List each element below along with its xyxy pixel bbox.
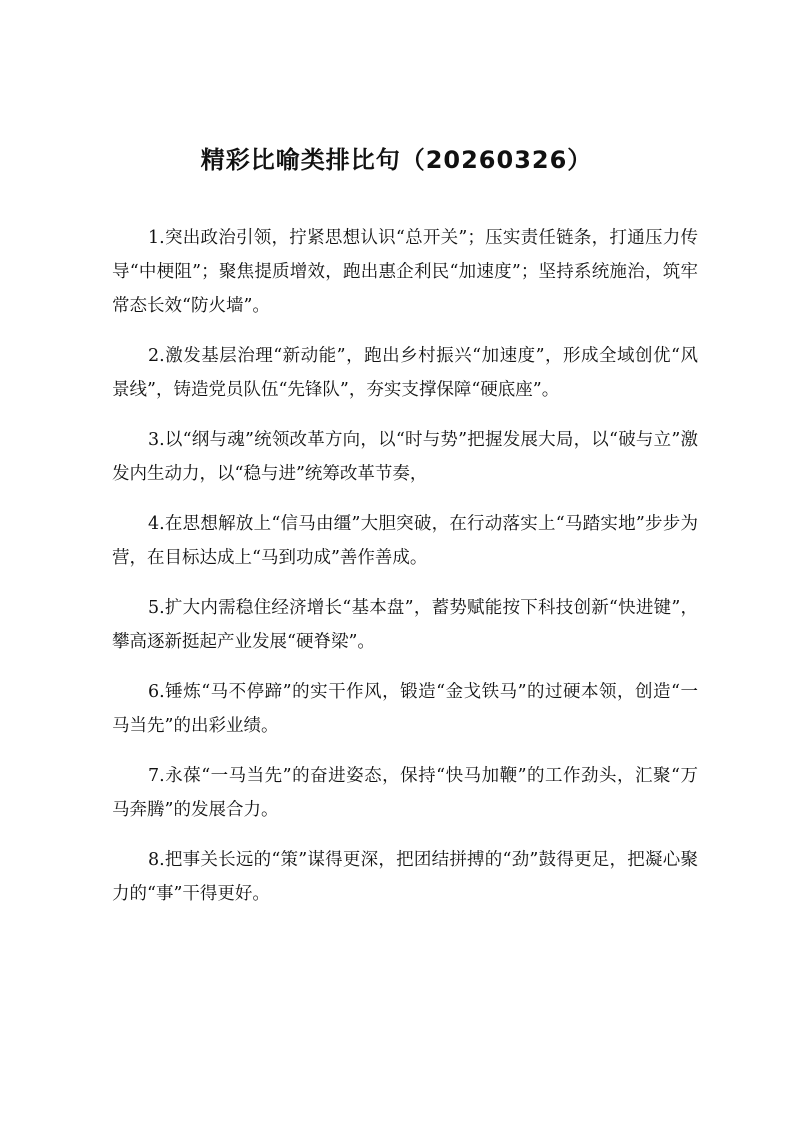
paragraph-1: 1.突出政治引领，拧紧思想认识“总开关”；压实责任链条，打通压力传导“中梗阻”；聚焦提质增效，跑出惠企利民“加速度”；坚持系统施治，筑牢常态长效“防火墙”。 xyxy=(112,228,698,316)
paragraph-2: 2.激发基层治理“新动能”，跑出乡村振兴“加速度”，形成全域创优“风景线”，铸造党员队伍“先锋队”，夯实支撑保障“硬底座”。 xyxy=(112,346,698,400)
paragraph-3: 3.以“纲与魂”统领改革方向，以“时与势”把握发展大局，以“破与立”激发内生动力，以“稳与进”统筹改革节奏， xyxy=(112,430,698,484)
paragraph-4: 4.在思想解放上“信马由缰”大胆突破，在行动落实上“马踏实地”步步为营，在目标达成上“马到功成”善作善成。 xyxy=(112,514,698,568)
paragraph-7: 7.永葆“一马当先”的奋进姿态，保持“快马加鞭”的工作劲头，汇聚“万马奔腾”的发展合力。 xyxy=(112,766,698,820)
paragraph-5: 5.扩大内需稳住经济增长“基本盘”，蓄势赋能按下科技创新“快进键”，攀高逐新挺起产业发展“硬脊梁”。 xyxy=(112,598,698,652)
document-title: 精彩比喻类排比句（20260326） xyxy=(200,146,593,174)
document-body xyxy=(112,221,698,927)
paragraph-8: 8.把事关长远的“策”谋得更深，把团结拼搏的“劲”鼓得更足，把凝心聚力的“事”干得更好。 xyxy=(112,850,698,904)
paragraph-6: 6.锤炼“马不停蹄”的实干作风，锻造“金戈铁马”的过硬本领，创造“一马当先”的出彩业绩。 xyxy=(112,682,698,736)
